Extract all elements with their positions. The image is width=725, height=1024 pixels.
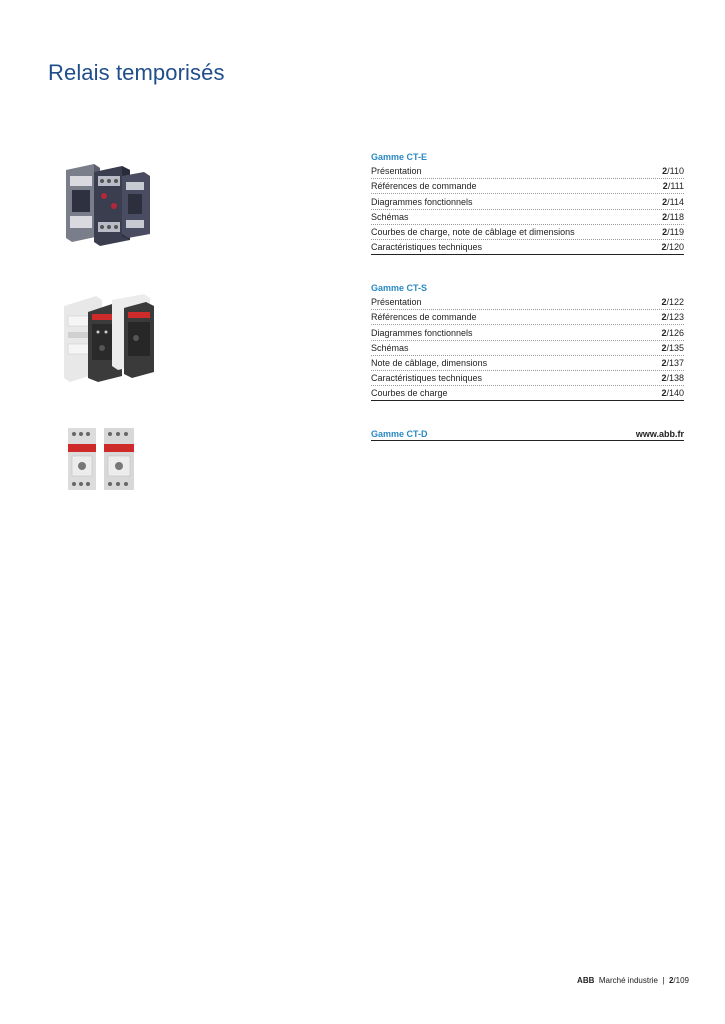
footer-page: /109	[673, 976, 689, 985]
ct-s-relays-image	[62, 292, 156, 382]
toc-page: 2/122	[661, 297, 684, 308]
ct-d-relays-image	[66, 426, 138, 492]
toc-row[interactable]	[371, 210, 684, 225]
toc-label: Schémas	[371, 211, 409, 222]
toc-label: Courbes de charge, note de câblage et dimensions	[371, 226, 575, 237]
toc-row[interactable]	[371, 371, 684, 386]
toc-row[interactable]	[371, 179, 684, 194]
section-title: Gamme CT-E	[371, 152, 428, 162]
toc-row[interactable]	[371, 164, 684, 179]
toc-page: 2/138	[661, 373, 684, 384]
toc-page: 2/123	[661, 312, 684, 323]
toc-label: Diagrammes fonctionnels	[371, 327, 473, 338]
toc-page: 2/111	[662, 181, 684, 192]
footer-brand: ABB	[577, 976, 595, 985]
toc-label: Diagrammes fonctionnels	[371, 196, 473, 207]
toc-page: 2/119	[662, 226, 684, 237]
toc-label: Schémas	[371, 342, 409, 353]
toc-page: 2/140	[661, 388, 684, 399]
toc-page: 2/135	[661, 342, 684, 353]
toc-row[interactable]	[371, 427, 684, 441]
section-title: Gamme CT-S	[371, 283, 428, 293]
toc-row[interactable]	[371, 341, 684, 356]
toc-row[interactable]	[371, 194, 684, 209]
toc-label: Présentation	[371, 297, 422, 308]
ct-e-relays-image	[64, 160, 154, 246]
footer-separator: |	[662, 976, 665, 985]
toc-label: Caractéristiques techniques	[371, 242, 483, 253]
toc-row[interactable]	[371, 325, 684, 340]
toc-label: Caractéristiques techniques	[371, 373, 483, 384]
toc-page: 2/118	[662, 211, 684, 222]
toc-row[interactable]	[371, 225, 684, 240]
section-ct-s	[371, 281, 684, 401]
toc-row[interactable]	[371, 310, 684, 325]
toc-page: 2/126	[661, 327, 684, 338]
page-footer	[577, 976, 689, 985]
toc-row[interactable]	[371, 356, 684, 371]
toc-row[interactable]	[371, 295, 684, 310]
section-title: Gamme CT-D	[371, 429, 428, 439]
toc-row[interactable]	[371, 240, 684, 255]
toc-label: Courbes de charge	[371, 388, 448, 399]
toc-label: Références de commande	[371, 312, 477, 323]
section-ct-d	[371, 427, 684, 441]
section-ct-e	[371, 150, 684, 255]
footer-chapter: 2	[668, 976, 674, 985]
page-title: Relais temporisés	[48, 60, 225, 85]
footer-text: Marché industrie	[598, 976, 658, 985]
toc-page: 2/114	[662, 196, 684, 207]
toc-row[interactable]	[371, 386, 684, 401]
toc-page: 2/137	[661, 357, 684, 368]
toc-page: 2/120	[661, 242, 684, 253]
website-link[interactable]: www.abb.fr	[635, 429, 684, 439]
toc-page: 2/110	[662, 166, 684, 177]
toc-label: Références de commande	[371, 181, 477, 192]
toc-label: Note de câblage, dimensions	[371, 357, 488, 368]
toc-label: Présentation	[371, 166, 422, 177]
